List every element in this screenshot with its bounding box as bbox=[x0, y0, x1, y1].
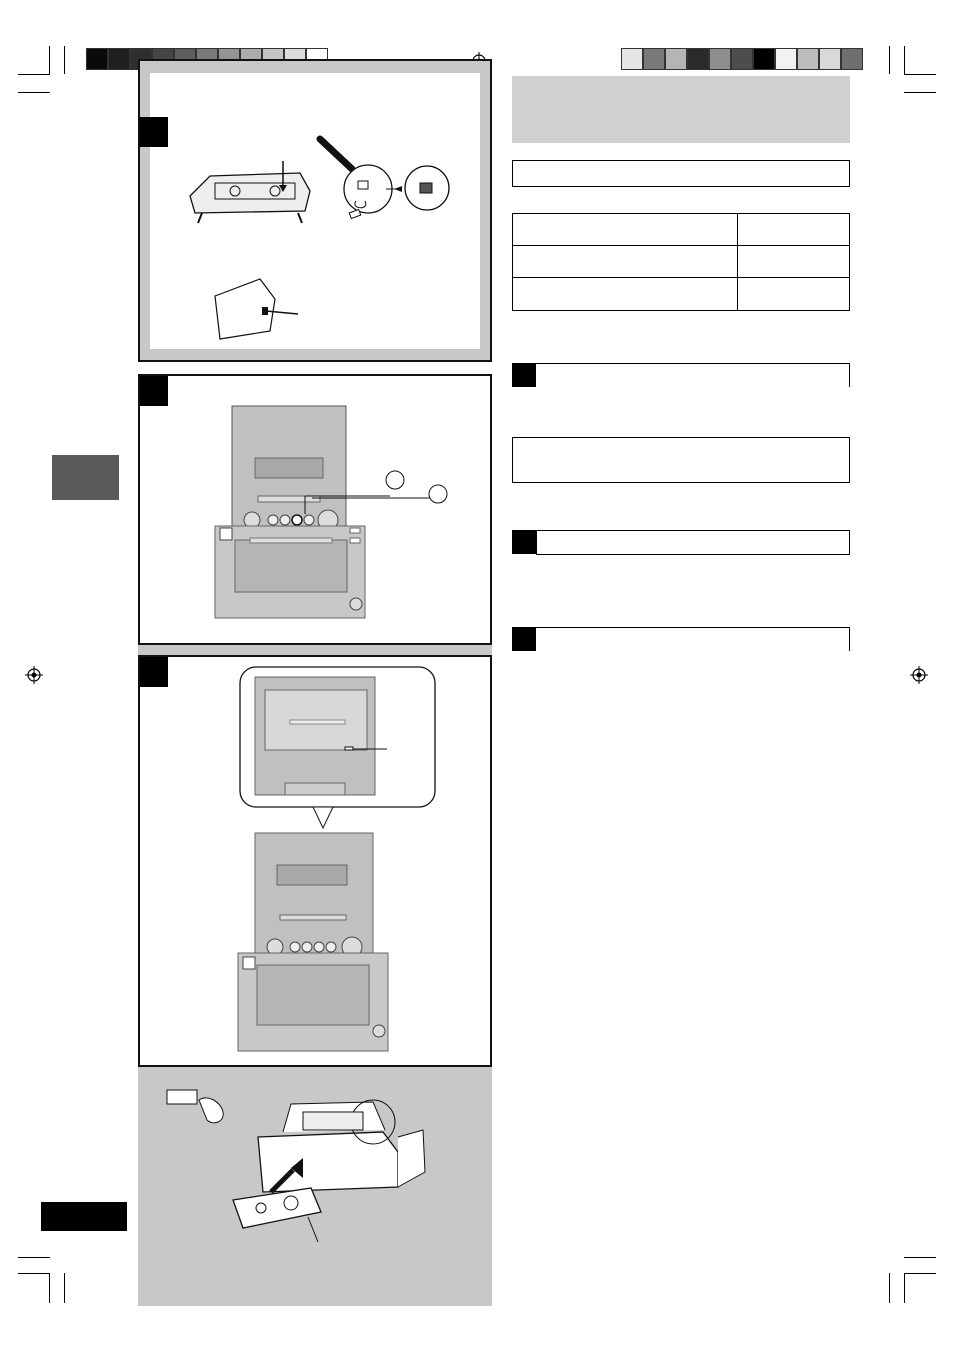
step-heading-edge bbox=[849, 363, 850, 387]
color-swatch bbox=[665, 48, 687, 70]
crop-mark bbox=[18, 1257, 50, 1258]
color-swatch bbox=[86, 48, 108, 70]
color-swatch bbox=[819, 48, 841, 70]
color-swatch bbox=[108, 48, 130, 70]
crop-mark bbox=[904, 1257, 936, 1258]
step-marker-3 bbox=[512, 627, 536, 651]
step-heading-line bbox=[536, 627, 850, 628]
step-heading-box bbox=[536, 530, 850, 555]
step-marker bbox=[140, 376, 168, 406]
cassette-deck-closeup bbox=[235, 665, 445, 1060]
crop-mark bbox=[64, 46, 65, 74]
color-swatch bbox=[709, 48, 731, 70]
crop-mark bbox=[904, 1273, 936, 1274]
crop-mark bbox=[904, 46, 905, 74]
crop-mark bbox=[904, 1273, 905, 1303]
page-number-tab bbox=[41, 1202, 127, 1231]
step-marker-1 bbox=[512, 363, 536, 387]
crop-mark bbox=[49, 1273, 50, 1303]
step-heading-edge bbox=[849, 627, 850, 651]
cassette-tab-removal-illustration bbox=[180, 131, 470, 341]
tape-table bbox=[512, 213, 850, 311]
crop-mark bbox=[18, 74, 50, 75]
figure-panel-3 bbox=[138, 655, 492, 1067]
info-box bbox=[512, 160, 850, 187]
color-swatch bbox=[753, 48, 775, 70]
section-header-box bbox=[512, 76, 850, 143]
table-row bbox=[513, 245, 849, 246]
table-divider bbox=[737, 214, 738, 310]
figure-panel-1 bbox=[138, 59, 492, 362]
color-bar-right bbox=[621, 48, 863, 70]
crop-mark bbox=[18, 1273, 50, 1274]
color-swatch bbox=[643, 48, 665, 70]
color-swatch bbox=[775, 48, 797, 70]
crop-mark bbox=[18, 92, 50, 93]
crop-mark bbox=[904, 92, 936, 93]
panel-gap bbox=[138, 645, 492, 655]
step-marker bbox=[140, 657, 168, 687]
figure-panel-2 bbox=[138, 374, 492, 645]
registration-mark-icon bbox=[910, 666, 928, 684]
crop-mark bbox=[49, 46, 50, 74]
crop-mark bbox=[64, 1273, 65, 1303]
figure-panel-4 bbox=[138, 1067, 492, 1306]
crop-mark bbox=[889, 1273, 890, 1303]
cassette-insertion-illustration bbox=[163, 1082, 483, 1282]
crop-mark bbox=[889, 46, 890, 74]
color-swatch bbox=[731, 48, 753, 70]
color-swatch bbox=[841, 48, 863, 70]
step-marker bbox=[140, 117, 168, 147]
registration-mark-icon bbox=[25, 666, 43, 684]
step-heading-line bbox=[536, 363, 850, 364]
crop-mark bbox=[904, 74, 936, 75]
color-swatch bbox=[621, 48, 643, 70]
color-swatch bbox=[797, 48, 819, 70]
color-swatch bbox=[687, 48, 709, 70]
note-box bbox=[512, 437, 850, 483]
table-row bbox=[513, 277, 849, 278]
step-marker-2 bbox=[512, 530, 536, 554]
section-tab bbox=[52, 455, 119, 500]
stereo-front-panel-with-buttons bbox=[210, 398, 480, 623]
